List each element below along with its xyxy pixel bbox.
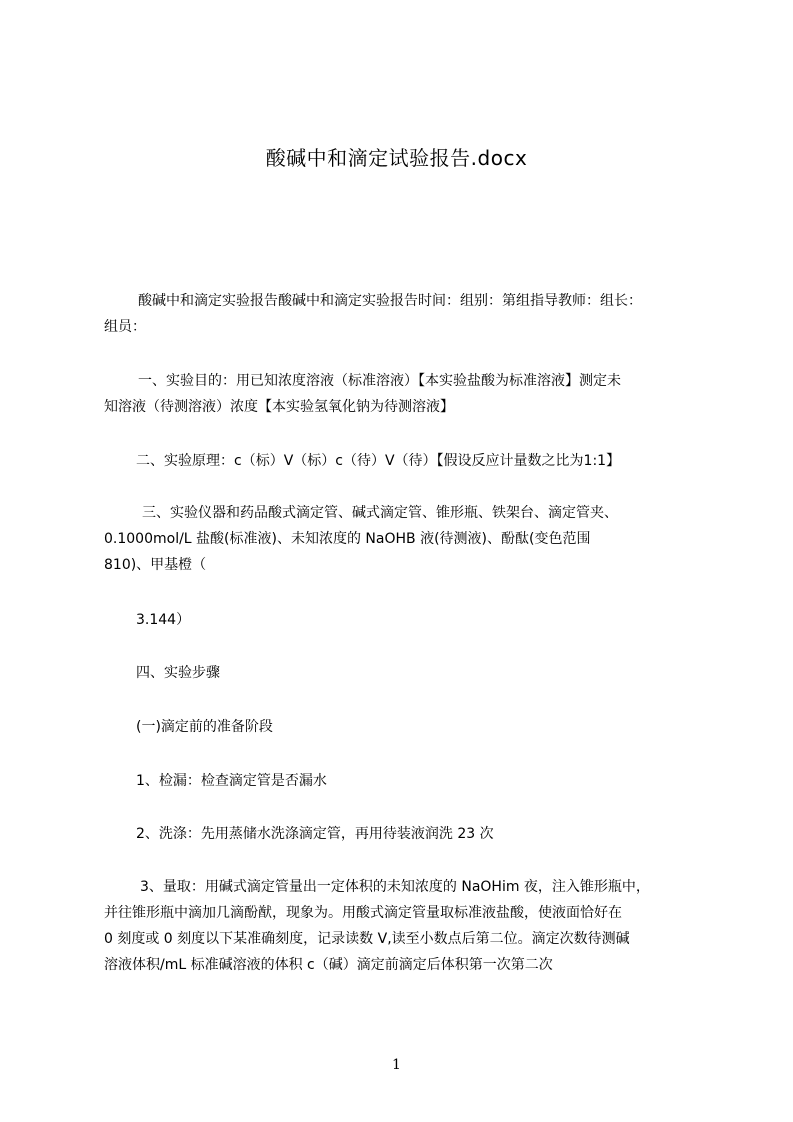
intro-line-2: 组员： bbox=[104, 319, 146, 335]
heading-stage bbox=[104, 714, 716, 740]
principle-line: 二、实验原理：c（标）V（标）c（待）V（待）【假设反应计量数之比为1:1】 bbox=[136, 453, 621, 469]
instruments-line-1: 三、实验仪器和药品酸式滴定管、碱式滴定管、锥形瓶、铁架台、滴定管夹、 bbox=[142, 505, 618, 521]
paragraph-aim bbox=[104, 368, 716, 420]
document-title: 酸碱中和滴定试验报告.docx bbox=[265, 146, 528, 170]
step-3-line-2: 并往锥形瓶中滴加几滴酚猷，现象为。用酸式滴定管量取标准液盐酸，使液面恰好在 bbox=[104, 905, 622, 921]
steps-text: 四、实验步骤 bbox=[136, 665, 220, 681]
stage-text: (一)滴定前的准备阶段 bbox=[136, 719, 273, 735]
paragraph-instruments-cont bbox=[104, 607, 716, 633]
instruments-line-3: 810)、甲基橙（ bbox=[104, 557, 207, 573]
step-1-text: 1、检漏：检查滴定管是否漏水 bbox=[136, 773, 327, 789]
aim-line-1: 一、实验目的：用已知浓度溶液（标准溶液）【本实验盐酸为标准溶液】测定未 bbox=[138, 373, 621, 389]
step-3-line-4: 溶液体积/mL 标准碱溶液的体积 c（碱）滴定前滴定后体积第一次第二次 bbox=[104, 957, 553, 973]
step-3-line-3: 0 刻度或 0 刻度以下某准确刻度，记录读数 V,读至小数点后第二位。滴定次数待测碱 bbox=[104, 931, 630, 947]
instruments-line-4: 3.144） bbox=[136, 612, 191, 628]
step-2-text: 2、洗涤：先用蒸储水洗涤滴定管，再用待装液润洗 23 次 bbox=[136, 826, 494, 842]
paragraph-instruments bbox=[104, 500, 716, 578]
page-number: 1 bbox=[392, 1057, 401, 1073]
paragraph-principle bbox=[104, 448, 716, 474]
intro-line-1: 酸碱中和滴定实验报告酸碱中和滴定实验报告时间：组别：第组指导教师：组长： bbox=[138, 293, 642, 309]
instruments-line-2: 0.1000mol/L 盐酸(标准液)、未知浓度的 NaOHB 液(待测液)、酚酞(变色范围 bbox=[104, 531, 591, 547]
step-2 bbox=[104, 821, 716, 847]
step-3 bbox=[104, 874, 716, 978]
aim-line-2: 知溶液（待测溶液）浓度【本实验氢氧化钠为待测溶液】 bbox=[104, 399, 454, 415]
step-3-line-1: 3、量取：用碱式滴定管量出一定体积的未知浓度的 NaOHim 夜，注入锥形瓶中， bbox=[140, 879, 650, 895]
heading-steps bbox=[104, 660, 716, 686]
step-1 bbox=[104, 768, 716, 794]
paragraph-intro bbox=[104, 288, 716, 340]
